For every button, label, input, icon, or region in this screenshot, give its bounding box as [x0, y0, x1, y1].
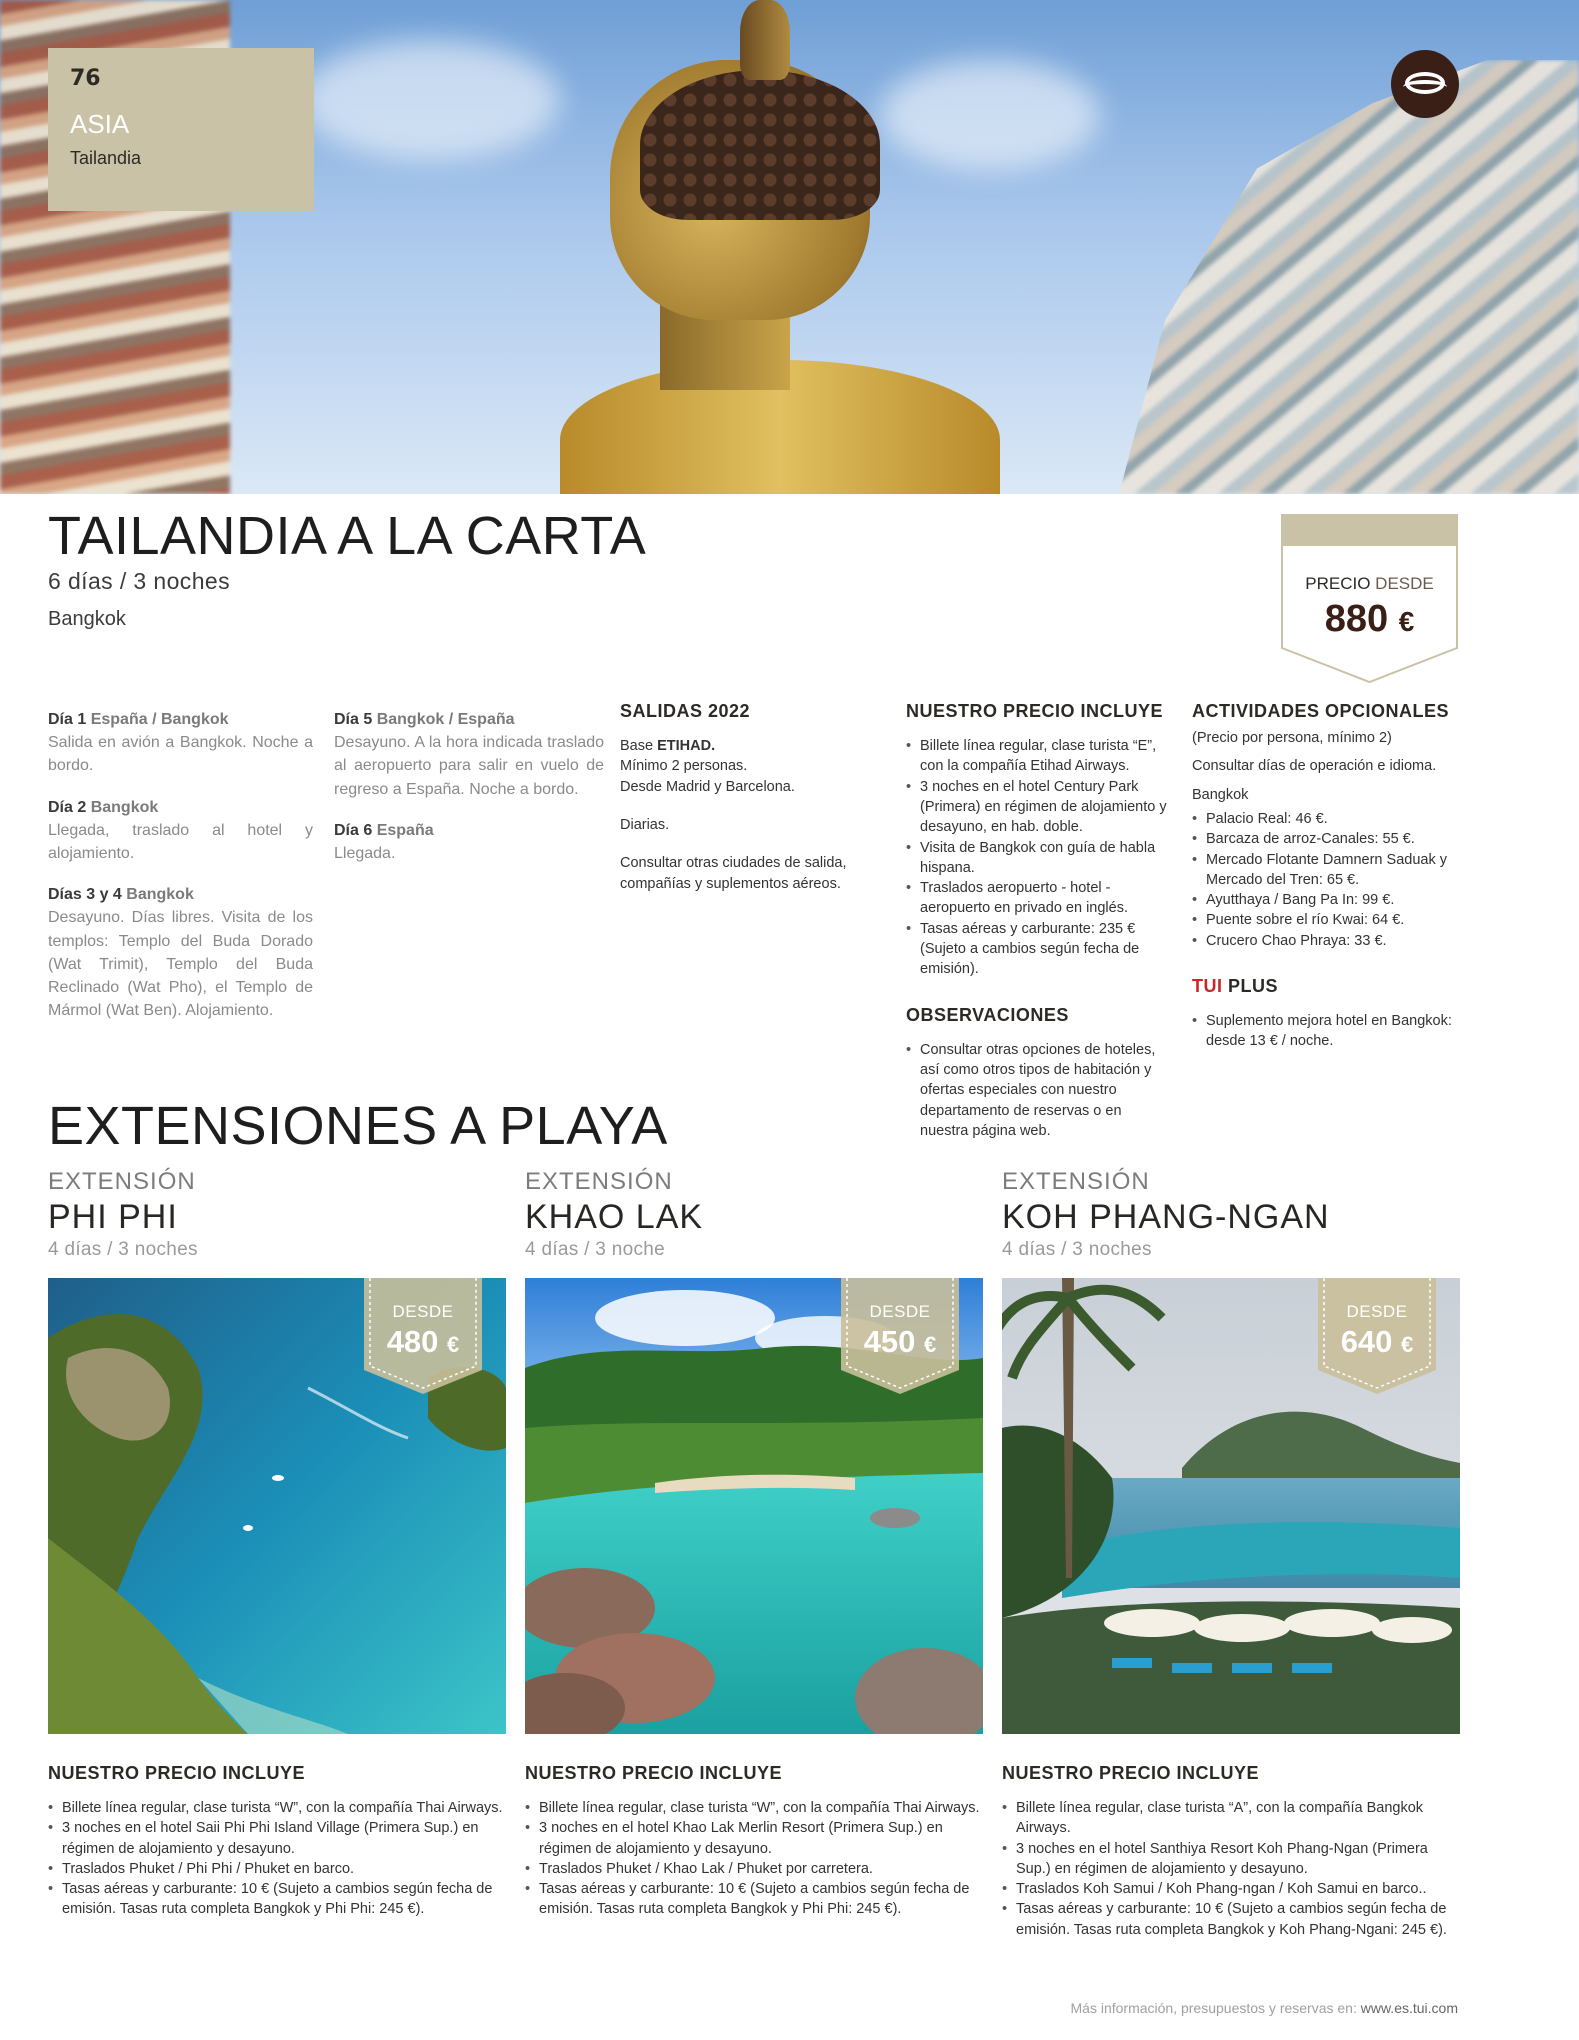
tour-city: Bangkok [48, 608, 126, 630]
extension-card [1002, 1168, 1460, 1938]
list-item: • Billete línea regular, clase turista “E”, con la compañía Etihad Airways. [906, 736, 1172, 777]
extension-card [525, 1168, 983, 1918]
list-item: • Billete línea regular, clase turista “W”, con la compañía Thai Airways. [48, 1798, 506, 1818]
list-item: • Consultar otras opciones de hoteles, así como otros tipos de habitación y ofertas especiales con nuestro departamento de reservas o en nuestra página web. [906, 1040, 1172, 1141]
extension-card [48, 1168, 506, 1918]
salidas-heading: SALIDAS 2022 [620, 701, 751, 721]
list-item: • Billete línea regular, clase turista “W”, con la compañía Thai Airways. [525, 1798, 983, 1818]
extension-includes-heading: NUESTRO PRECIO INCLUYE [525, 1763, 783, 1783]
itinerary-col-2 [334, 708, 604, 883]
footer: Más información, presupuestos y reservas en: www.es.tui.com [1070, 2000, 1458, 2016]
actividades-heading: ACTIVIDADES OPCIONALES [1192, 701, 1450, 721]
day-item: Día 6 España Llegada. [334, 821, 434, 862]
cloud-shape [300, 40, 560, 160]
list-item: • Tasas aéreas y carburante: 10 € (Sujeto a cambios según fecha de emisión. Tasas ruta completa Bangkok y Koh Phang-Ngani: 245 €). [1002, 1899, 1460, 1940]
extension-duration: 4 días / 3 noches [1002, 1239, 1152, 1260]
list-item: • Tasas aéreas y carburante: 235 € (Sujeto a cambios según fecha de emisión). [906, 919, 1172, 980]
actividades-list [1192, 809, 1460, 951]
tui-logo-icon [1391, 50, 1459, 118]
list-item: • Suplemento mejora hotel en Bangkok: desde 13 € / noche. [1192, 1011, 1460, 1052]
list-item: • Mercado Flotante Damnern Saduak y Mercado del Tren: 65 €. [1192, 850, 1460, 891]
extension-includes [525, 1763, 983, 1920]
list-item: • Crucero Chao Phraya: 33 €. [1192, 931, 1460, 951]
list-item: • Puente sobre el río Kwai: 64 €. [1192, 910, 1460, 930]
extension-includes-heading: NUESTRO PRECIO INCLUYE [1002, 1763, 1260, 1783]
extension-duration: 4 días / 3 noche [525, 1239, 666, 1260]
incluye-list [906, 736, 1172, 980]
list-item: • 3 noches en el hotel Saii Phi Phi Island Village (Primera Sup.) en régimen de alojamiento y desayuno. [48, 1818, 506, 1859]
extension-kicker: EXTENSIÓN [525, 1168, 673, 1195]
list-item: • Ayutthaya / Bang Pa In: 99 €. [1192, 890, 1460, 910]
extension-name: PHI PHI [48, 1198, 178, 1236]
statue-top-shape [740, 0, 790, 80]
list-item: • 3 noches en el hotel Santhiya Resort Koh Phang-Ngan (Primera Sup.) en régimen de alojamiento y desayuno. [1002, 1839, 1460, 1880]
extension-photo [1002, 1278, 1460, 1734]
price-tag [841, 1278, 959, 1396]
cloud-shape [880, 60, 1100, 170]
actividades-note: (Precio por persona, mínimo 2) [1192, 730, 1392, 747]
price-box [1281, 514, 1458, 684]
statue-hair-shape [640, 70, 880, 220]
price-value: 880 € [1324, 598, 1415, 640]
extension-name: KOH PHANG-NGAN [1002, 1198, 1330, 1236]
page-number: 76 [70, 66, 101, 91]
list-item: • Traslados Koh Samui / Koh Phang-ngan / Koh Samui en barco.. [1002, 1879, 1460, 1899]
list-item: • Visita de Bangkok con guía de habla hispana. [906, 838, 1172, 879]
extension-includes [48, 1763, 506, 1920]
extension-photo [48, 1278, 506, 1734]
extension-duration: 4 días / 3 noches [48, 1239, 198, 1260]
extension-name: KHAO LAK [525, 1198, 704, 1236]
list-item: • Traslados Phuket / Khao Lak / Phuket por carretera. [525, 1859, 983, 1879]
extension-kicker: EXTENSIÓN [1002, 1168, 1150, 1195]
extension-includes-list [525, 1798, 983, 1920]
tour-duration: 6 días / 3 noches [48, 568, 230, 594]
price-tag-value: 640 € [1340, 1324, 1414, 1359]
actividades-section [1192, 698, 1460, 1052]
price-tag-value: 450 € [863, 1324, 937, 1359]
footer-link[interactable]: www.es.tui.com [1360, 2000, 1458, 2016]
list-item: • Tasas aéreas y carburante: 10 € (Sujeto a cambios según fecha de emisión. Tasas ruta completa Bangkok y Phi Phi: 245 €). [525, 1879, 983, 1920]
incluye-section [906, 698, 1172, 1141]
list-item: • Billete línea regular, clase turista “A”, con la compañía Bangkok Airways. [1002, 1798, 1460, 1839]
tour-title: TAILANDIA A LA CARTA [48, 506, 647, 566]
country-label: Tailandia [70, 148, 142, 168]
price-tag [364, 1278, 482, 1396]
price-tag-label: DESDE [869, 1302, 931, 1321]
extension-includes-list [1002, 1798, 1460, 1940]
list-item: • Barcaza de arroz-Canales: 55 €. [1192, 829, 1460, 849]
extension-includes-heading: NUESTRO PRECIO INCLUYE [48, 1763, 306, 1783]
salidas-text: Base ETIHAD. Mínimo 2 personas. Desde Madrid y Barcelona. Diarias. Consultar otras ciudades de salida, compañías y suplementos aéreos. [620, 738, 847, 892]
list-item: • Traslados Phuket / Phi Phi / Phuket en barco. [48, 1859, 506, 1879]
day-item: Día 1 España / Bangkok Salida en avión a Bangkok. Noche a bordo. [48, 711, 313, 775]
salidas-section [620, 698, 888, 894]
extension-kicker: EXTENSIÓN [48, 1168, 196, 1195]
tuiplus-list [1192, 1011, 1460, 1052]
extensions-title: EXTENSIONES A PLAYA [48, 1096, 668, 1156]
list-item: • Traslados aeropuerto - hotel - aeropuerto en privado en inglés. [906, 878, 1172, 919]
price-tag-value: 480 € [386, 1324, 460, 1359]
observaciones-heading: OBSERVACIONES [906, 1004, 1069, 1025]
tuiplus-heading: TUI PLUS [1192, 976, 1279, 997]
list-item: • 3 noches en el hotel Century Park (Primera) en régimen de alojamiento y desayuno, en hab. doble. [906, 777, 1172, 838]
list-item: • 3 noches en el hotel Khao Lak Merlin Resort (Primera Sup.) en régimen de alojamiento y desayuno. [525, 1818, 983, 1859]
incluye-heading: NUESTRO PRECIO INCLUYE [906, 701, 1164, 721]
price-tag [1318, 1278, 1436, 1396]
price-tag-label: DESDE [392, 1302, 454, 1321]
day-item: Día 2 Bangkok Llegada, traslado al hotel y alojamiento. [48, 798, 313, 862]
region-label: ASIA [70, 109, 130, 139]
temple-right-shape [1119, 60, 1579, 494]
day-item: Días 3 y 4 Bangkok Desayuno. Días libres. Visita de los templos: Templo del Buda Dorado (Wat Trimit), Templo del Buda Reclinado (Wat Pho), el Templo de Mármol (Wat Ben). Alojamiento. [48, 886, 313, 1020]
actividades-city: Bangkok [1192, 786, 1249, 803]
extension-photo [525, 1278, 983, 1734]
price-tag-label: DESDE [1346, 1302, 1408, 1321]
list-item: • Tasas aéreas y carburante: 10 € (Sujeto a cambios según fecha de emisión. Tasas ruta completa Bangkok y Phi Phi: 245 €). [48, 1879, 506, 1920]
day-item: Día 5 Bangkok / España Desayuno. A la hora indicada traslado al aeropuerto para salir en vuelo de regreso a España. Noche a bordo. [334, 711, 604, 798]
extension-includes-list [48, 1798, 506, 1920]
observaciones-list [906, 1040, 1172, 1141]
itinerary-col-1 [48, 708, 313, 1040]
page-badge [48, 48, 314, 211]
list-item: • Palacio Real: 46 €. [1192, 809, 1460, 829]
actividades-note: Consultar días de operación e idioma. [1192, 758, 1437, 775]
extension-includes [1002, 1763, 1460, 1940]
price-label: PRECIO DESDE [1305, 574, 1434, 593]
